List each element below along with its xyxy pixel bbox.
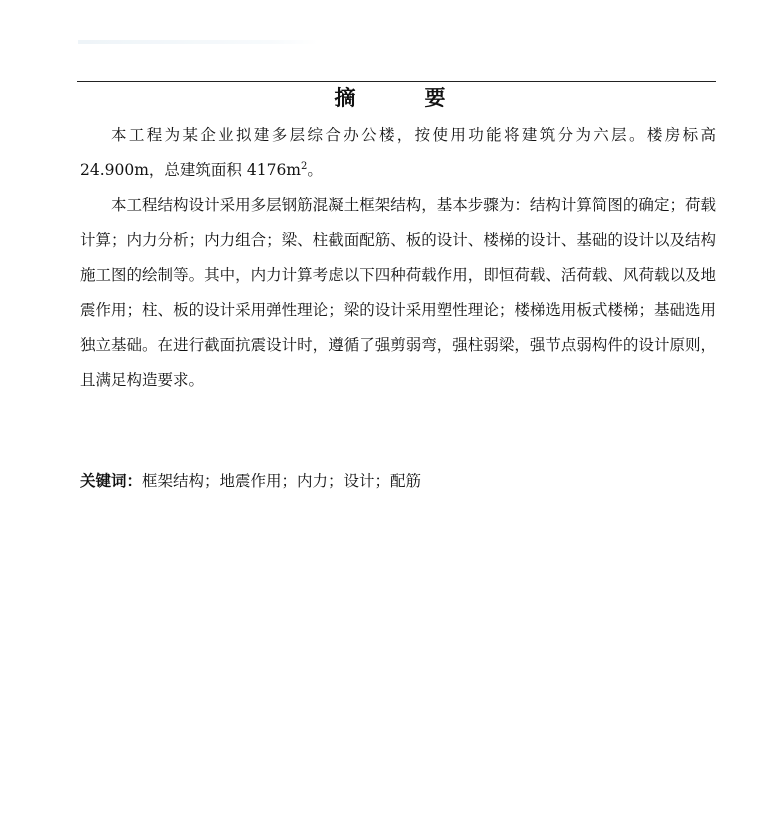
keywords-label: 关键词： [80, 472, 143, 490]
paragraph-1-text: 本工程为某企业拟建多层综合办公楼，按使用功能将建筑分为六层。楼房标高 24.900m，总建筑面积 4176m [80, 126, 716, 179]
keywords-list: 框架结构；地震作用；内力；设计；配筋 [142, 472, 422, 490]
keywords-line [80, 466, 716, 496]
abstract-paragraph-1 [80, 118, 716, 188]
superscript-2: 2 [301, 160, 308, 172]
header-decoration [78, 40, 318, 44]
abstract-body [80, 118, 716, 398]
header-rule [77, 81, 716, 82]
abstract-paragraph-2: 本工程结构设计采用多层钢筋混凝土框架结构，基本步骤为：结构计算简图的确定；荷载计算；内力分析；内力组合；梁、柱截面配筋、板的设计、楼梯的设计、基础的设计以及结构施工图的绘制等。其中，内力计算考虑以下四种荷载作用，即恒荷载、活荷载、风荷载以及地震作用；柱、板的设计采用弹性理论；梁的设计采用塑性理论；楼梯选用板式楼梯；基础选用独立基础。在进行截面抗震设计时，遵循了强剪弱弯，强柱弱梁，强节点弱构件的设计原则，且满足构造要求。 [80, 196, 716, 389]
paragraph-1-end: 。 [307, 161, 323, 179]
abstract-title: 摘 要 [334, 86, 470, 110]
